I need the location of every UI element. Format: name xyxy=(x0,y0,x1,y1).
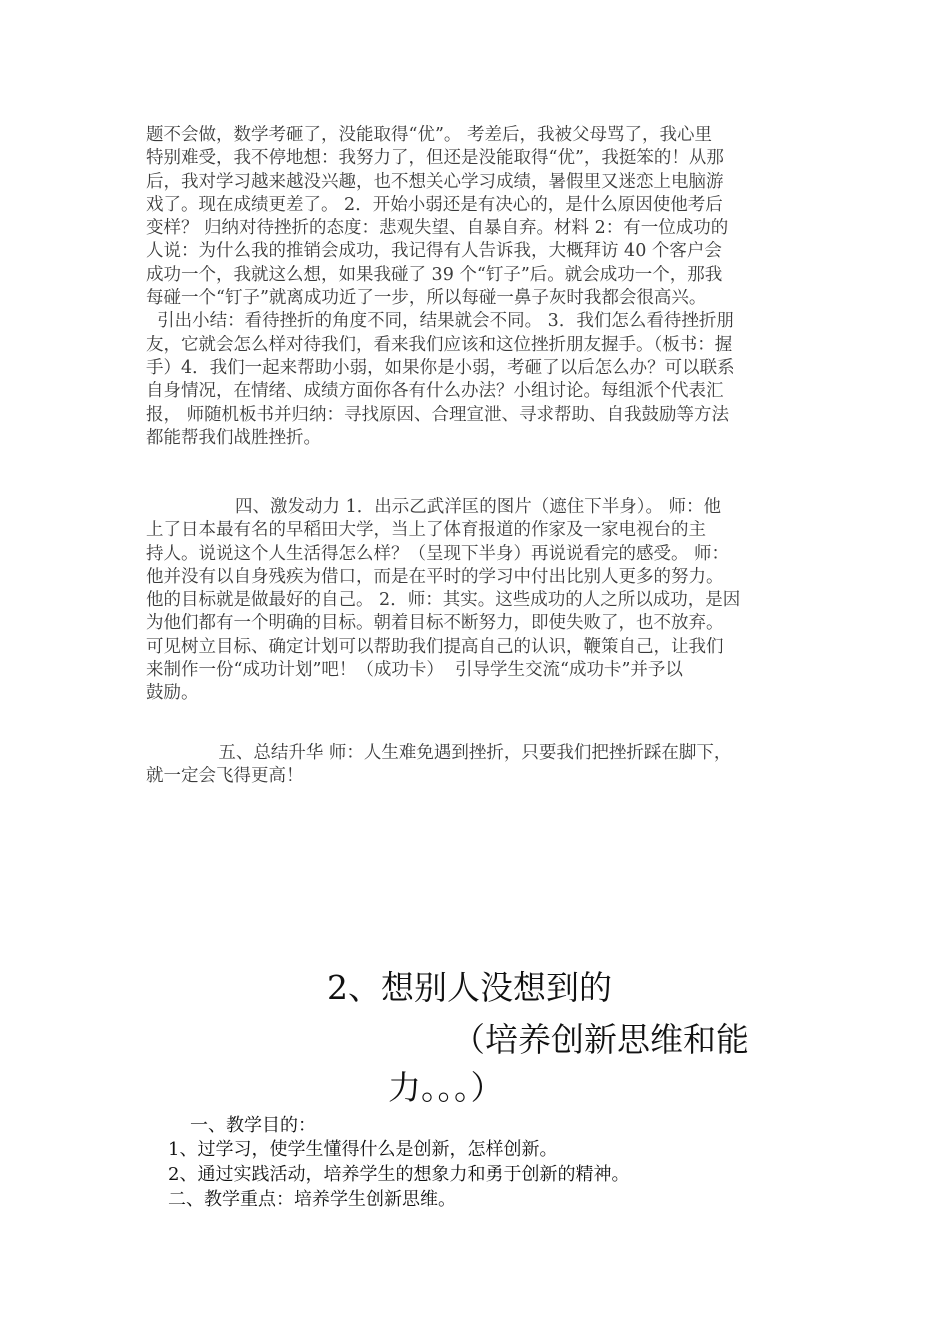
text-line: 持人。说说这个人生活得怎么样？（呈现下半身）再说说看完的感受。 师： xyxy=(146,543,730,564)
text-line: 可见树立目标、确定计划可以帮助我们提高自己的认识，鞭策自己，让我们 xyxy=(146,636,724,657)
text-line: 都能帮我们战胜挫折。 xyxy=(146,427,321,448)
text-line: 来制作一份“成功计划”吧！（成功卡） 引导学生交流“成功卡”并予以 xyxy=(146,660,683,681)
text-line: 为他们都有一个明确的目标。朝着目标不断努力，即使失败了，也不放弃。 xyxy=(146,613,724,634)
text-line: 每碰一个“钉子”就离成功近了一步，所以每碰一鼻子灰时我都会很高兴。 xyxy=(146,288,707,309)
text-line: 特别难受，我不停地想：我努力了，但还是没能取得“优”，我挺笨的！从那 xyxy=(146,148,724,169)
text-line: 后，我对学习越来越没兴趣，也不想关心学习成绩，暑假里又迷恋上电脑游 xyxy=(146,171,724,192)
outline-objective-1: 1、过学习，使学生懂得什么是创新，怎样创新。 xyxy=(168,1139,558,1160)
text-line: 五、总结升华 师：人生难免遇到挫折，只要我们把挫折踩在脚下， xyxy=(146,743,732,763)
text-line: 上了日本最有名的早稻田大学，当上了体育报道的作家及一家电视台的主 xyxy=(146,520,706,541)
text-line: 变样？ 归纳对待挫折的态度：悲观失望、自暴自弃。材料 2：有一位成功的 xyxy=(146,218,729,239)
text-line: 人说：为什么我的推销会成功，我记得有人告诉我，大概拜访 40 个客户会 xyxy=(146,241,722,262)
text-line: 四、激发动力 1．出示乙武洋匡的图片（遮住下半身）。 师：他 xyxy=(146,497,722,517)
outline-heading-objectives: 一、教学目的： xyxy=(190,1115,316,1136)
text-line: 引出小结：看待挫折的角度不同，结果就会不同。 3．我们怎么看待挫折朋 xyxy=(146,311,734,332)
text-line: 他的目标就是做最好的自己。 2．师：其实。这些成功的人之所以成功，是因 xyxy=(146,590,741,611)
text-line: 戏了。现在成绩更差了。 2．开始小弱还是有决心的，是什么原因使他考后 xyxy=(146,194,723,215)
section-title: 2、想别人没想到的 xyxy=(327,968,612,1007)
text-line: 鼓励。 xyxy=(146,683,199,704)
outline-objective-2: 2、通过实践活动，培养学生的想象力和勇于创新的精神。 xyxy=(168,1164,630,1185)
text-line: 手）4．我们一起来帮助小弱，如果你是小弱，考砸了以后怎么办？可以联系 xyxy=(146,357,735,378)
text-line: 他并没有以自身残疾为借口，而是在平时的学习中付出比别人更多的努力。 xyxy=(146,566,724,587)
text-line: 题不会做，数学考砸了，没能取得“优”。 考差后，我被父母骂了，我心里 xyxy=(146,125,712,145)
text-line: 自身情况，在情绪、成绩方面你各有什么办法？小组讨论。每组派个代表汇 xyxy=(146,381,724,402)
lesson-text-block-3 xyxy=(146,742,818,789)
outline-heading-key-point: 二、教学重点：培养学生创新思维。 xyxy=(168,1189,456,1210)
text-line: 成功一个，我就这么想，如果我碰了 39 个“钉子”后。就会成功一个，那我 xyxy=(146,264,723,285)
lesson-text-block-2 xyxy=(146,496,818,706)
text-line: 友，它就会怎么样对待我们，看来我们应该和这位挫折朋友握手。（板书：握 xyxy=(146,334,733,355)
section-subtitle-line-1: （培养创新思维和能 xyxy=(452,1020,749,1059)
text-line: 就一定会飞得更高！ xyxy=(146,766,304,787)
lesson-text-block-1 xyxy=(146,124,818,450)
text-line: 报， 师随机板书并归纳：寻找原因、合理宣泄、寻求帮助、自我鼓励等方法 xyxy=(146,404,730,425)
section-subtitle-line-2: 力。。。） xyxy=(388,1068,504,1107)
